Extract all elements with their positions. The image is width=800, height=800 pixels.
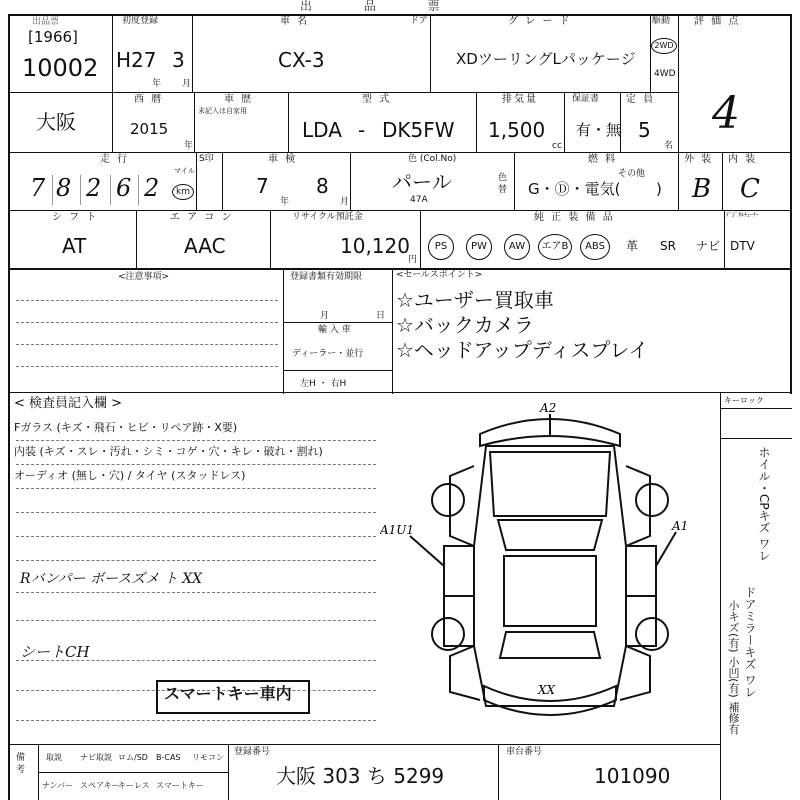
vline <box>112 14 113 92</box>
reg-doc-month: 月 <box>320 311 330 321</box>
border-left <box>8 14 10 800</box>
footer-side-label: 備 考 <box>16 753 26 775</box>
mark-xx: XX <box>538 683 556 697</box>
reg-number-label: 登録番号 <box>234 747 271 757</box>
keylock-line-2: ドアミラーキズ ワレ <box>743 586 757 698</box>
import-label: 輸 入 車 <box>318 325 351 335</box>
warranty-value: 有・無 <box>576 121 622 139</box>
lot-number: 10002 <box>22 54 99 82</box>
recycle-label: リサイクル預託金 <box>292 212 363 222</box>
inspector-label: < 検査員記入欄 > <box>14 396 123 411</box>
keylock-label: キーロック <box>724 396 764 405</box>
row-line-3 <box>8 210 792 211</box>
hline <box>720 438 792 439</box>
inspection-month: 8 <box>316 174 329 198</box>
model-code: DK5FW <box>382 118 455 142</box>
vline <box>228 744 229 800</box>
hood <box>490 452 610 516</box>
mileage-digit-5: 2 <box>144 174 160 202</box>
vline <box>678 14 679 210</box>
hline <box>720 408 792 409</box>
drive-4wd: 4WD <box>654 69 676 79</box>
capacity-label: 定 員 <box>626 94 656 105</box>
history-note: 未記入は自家用 <box>198 107 247 115</box>
model-label: 型 式 <box>362 94 392 105</box>
equipment-dtv: DTV <box>730 239 755 253</box>
a1-left-pointer <box>410 536 444 566</box>
equipment-sr: SR <box>660 239 676 253</box>
rear-window <box>500 632 600 658</box>
grade-label: グ レ ー ド <box>508 16 572 27</box>
year-value: 2015 <box>130 120 169 138</box>
keylock-line-3: 小キズ(有) 小凹(有) 補修有 <box>727 600 740 735</box>
mark-a1-right: A1 <box>672 519 689 533</box>
small-tag: 出品票 <box>32 17 60 27</box>
windshield <box>498 520 602 550</box>
first-reg-month: 3 <box>172 48 185 72</box>
sales-point-3: ☆ヘッドアップディスプレイ <box>396 338 649 362</box>
score-value: 4 <box>712 88 740 139</box>
a1-right-pointer <box>656 532 676 566</box>
inspector-interior: 内装 (キズ・スレ・汚れ・シミ・コゲ・穴・キレ・破れ・割れ) <box>14 445 323 458</box>
inspector-hand-note-2: シートCH <box>20 643 90 661</box>
equipment-aw: AW <box>504 234 530 260</box>
inspection-label: 車 検 <box>268 154 298 165</box>
border-right <box>790 14 792 394</box>
left-front-door <box>444 546 474 596</box>
capacity-value: 5 <box>638 118 651 142</box>
vline <box>724 210 725 268</box>
first-reg-era: H27 <box>116 48 157 72</box>
vline <box>564 92 565 152</box>
body-outline <box>474 446 626 706</box>
roof <box>504 556 596 626</box>
color-change-label: 色替 <box>498 173 508 195</box>
hline <box>38 772 228 773</box>
reg-number-value: 大阪 303 ち 5299 <box>276 764 445 788</box>
vline <box>476 92 477 152</box>
mileage-label: 走 行 <box>100 154 130 165</box>
car-name-value: CX-3 <box>278 48 325 72</box>
vline <box>192 14 193 92</box>
warranty-label: 保証書 <box>572 94 600 104</box>
footer-item-spare-key: スペアキー <box>80 781 120 790</box>
footer-item-bcas: B-CAS <box>156 753 181 762</box>
smart-key-stamp: スマートキー車内 <box>164 684 292 703</box>
dash-line <box>16 512 376 513</box>
equipment-leather: 革 <box>626 239 639 253</box>
reg-doc-label: 登録書類有効期限 <box>290 272 363 282</box>
fuel-options: G・Ⓓ・電気( <box>528 180 621 198</box>
fuel-label: 燃 料 <box>588 154 618 165</box>
sales-point-2: ☆バックカメラ <box>396 313 534 337</box>
aircon-value: AAC <box>184 234 226 258</box>
vline <box>350 152 351 210</box>
interior-value: C <box>740 174 760 204</box>
dash-line <box>16 366 278 367</box>
left-rear-door <box>444 596 474 646</box>
inspection-unit-month: 月 <box>340 197 350 207</box>
digit-divider <box>138 175 139 205</box>
vline <box>222 152 223 210</box>
vline <box>136 210 137 268</box>
vline <box>270 210 271 268</box>
row-line-6 <box>8 744 720 745</box>
model-prefix: LDA <box>302 118 342 142</box>
fuel-close: ) <box>656 180 662 198</box>
car-name-label: 車 名 <box>280 16 310 27</box>
mileage-digit-1: 7 <box>30 174 46 202</box>
vline <box>196 152 197 210</box>
dash-line <box>16 464 376 465</box>
equipment-pw: PW <box>466 234 492 260</box>
footer-item-rom-sd: ロム/SD <box>118 753 148 762</box>
first-reg-label: 初度登録 <box>122 16 159 26</box>
color-code: 47A <box>410 195 428 205</box>
handle-option: 左H ・ 右H <box>300 379 347 389</box>
s-mark-label: S印 <box>199 154 214 164</box>
right-rear-door <box>626 596 656 646</box>
interior-label: 内 装 <box>728 154 758 165</box>
vline <box>283 270 284 394</box>
equipment-abs: ABS <box>580 234 610 260</box>
row-line-2 <box>8 152 792 153</box>
reg-doc-day: 日 <box>376 311 386 321</box>
equipment-label: 純 正 装 備 品 <box>534 212 615 223</box>
color-value: パール <box>392 170 452 194</box>
dealer-option: ディーラー・並行 <box>292 349 364 359</box>
drive-label: 駆動 <box>652 16 671 26</box>
vline <box>430 14 431 92</box>
dash-line <box>16 536 376 537</box>
vline <box>514 152 515 210</box>
car-damage-diagram <box>380 396 720 742</box>
vline <box>420 210 421 268</box>
dash-line <box>16 620 376 621</box>
digit-divider <box>110 175 111 205</box>
first-reg-unit-month: 月 <box>182 79 192 89</box>
displacement-value: 1,500 <box>488 118 546 142</box>
vline <box>498 744 499 800</box>
fuel-other: その他 <box>618 169 646 179</box>
displacement-unit: cc <box>552 141 562 151</box>
vline <box>112 92 113 152</box>
model-dash: - <box>358 118 366 142</box>
drive-2wd: 2WD <box>651 38 677 54</box>
shift-label: シ フ ト <box>52 212 99 223</box>
vline <box>720 392 721 800</box>
footer-item-keyless: キーレス <box>118 781 150 790</box>
mileage-digit-4: 6 <box>116 174 132 202</box>
vline <box>392 270 393 394</box>
year-label: 西 暦 <box>134 94 164 105</box>
region-value: 大阪 <box>36 110 76 134</box>
wheel-front-left <box>432 484 464 516</box>
hline <box>283 370 392 371</box>
dash-line <box>16 560 376 561</box>
recycle-unit: 円 <box>408 255 418 265</box>
tuner-label: ﾃﾞｼﾞﾀﾙﾁｭｰﾅｰ <box>726 212 760 219</box>
inspector-audio: オーディオ (無し・穴) / タイヤ (スタッドレス) <box>14 469 246 482</box>
vline <box>194 92 195 152</box>
aircon-label: エ ア コ ン <box>170 212 234 223</box>
chassis-number-value: 101090 <box>594 764 671 788</box>
exterior-value: B <box>692 174 712 204</box>
mark-a1-left: A1U1 <box>380 523 415 537</box>
inspector-hand-note-1: Rバンパー ボースズメ ト XX <box>20 571 203 587</box>
dash-line <box>16 488 376 489</box>
digit-divider <box>52 175 53 205</box>
recycle-value: 10,120 <box>340 234 410 258</box>
lot-year-code: [1966] <box>28 28 78 46</box>
mileage-digit-3: 2 <box>86 174 102 202</box>
equipment-ps: PS <box>428 234 454 260</box>
footer-item-navi-manual: ナビ取説 <box>80 753 112 762</box>
vline <box>650 14 651 92</box>
footer-item-number: ナンバー <box>42 781 74 790</box>
mark-a2: A2 <box>540 401 557 415</box>
year-unit: 年 <box>184 141 194 151</box>
footer-item-remote: リモコン <box>192 753 224 762</box>
dash-line <box>16 322 278 323</box>
score-label: 評 価 点 <box>694 16 741 27</box>
capacity-unit: 名 <box>664 141 674 151</box>
keylock-line-1: ホイル・CPキズ ワレ <box>757 446 771 562</box>
color-label: 色 (Col.No) <box>408 154 457 164</box>
header-strip: 出 品 票 <box>300 0 464 13</box>
shift-value: AT <box>62 234 87 258</box>
notes-label: <注意事項> <box>118 272 170 282</box>
footer-item-smart-key: スマートキー <box>156 781 204 790</box>
dash-line <box>16 592 376 593</box>
mileage-unit-mile: マイル <box>174 167 195 175</box>
inspector-glass: Fガラス (キズ・飛石・ヒビ・リペア跡・X要) <box>14 421 238 434</box>
row-line-1 <box>8 92 678 93</box>
grade-value: XDツーリングLパッケージ <box>456 50 636 68</box>
sales-point-1: ☆ユーザー買取車 <box>396 288 554 312</box>
mileage-digit-2: 8 <box>56 174 72 202</box>
sales-label: <セールスポイント> <box>396 270 483 280</box>
hline <box>283 322 392 323</box>
dash-line <box>16 300 278 301</box>
row-line-5 <box>8 392 792 393</box>
first-reg-unit-year: 年 <box>152 79 162 89</box>
equipment-airbag: エアB <box>538 234 572 260</box>
displacement-label: 排気量 <box>502 94 538 105</box>
digit-divider <box>80 175 81 205</box>
exterior-label: 外 装 <box>684 154 714 165</box>
vline <box>288 92 289 152</box>
dash-line <box>16 720 376 721</box>
chassis-number-label: 車台番号 <box>506 747 543 757</box>
inspection-year: 7 <box>256 174 269 198</box>
vline <box>722 152 723 210</box>
history-label: 車 歴 <box>224 94 254 105</box>
footer-item-manual: 取説 <box>46 753 62 762</box>
right-front-door <box>626 546 656 596</box>
door-label: ドア <box>410 16 428 26</box>
dash-line <box>16 344 278 345</box>
inspection-unit-year: 年 <box>280 197 290 207</box>
dash-line <box>16 440 376 441</box>
mileage-unit-km: km <box>172 184 194 200</box>
wheel-front-right <box>636 484 668 516</box>
equipment-navi: ナビ <box>696 239 721 253</box>
